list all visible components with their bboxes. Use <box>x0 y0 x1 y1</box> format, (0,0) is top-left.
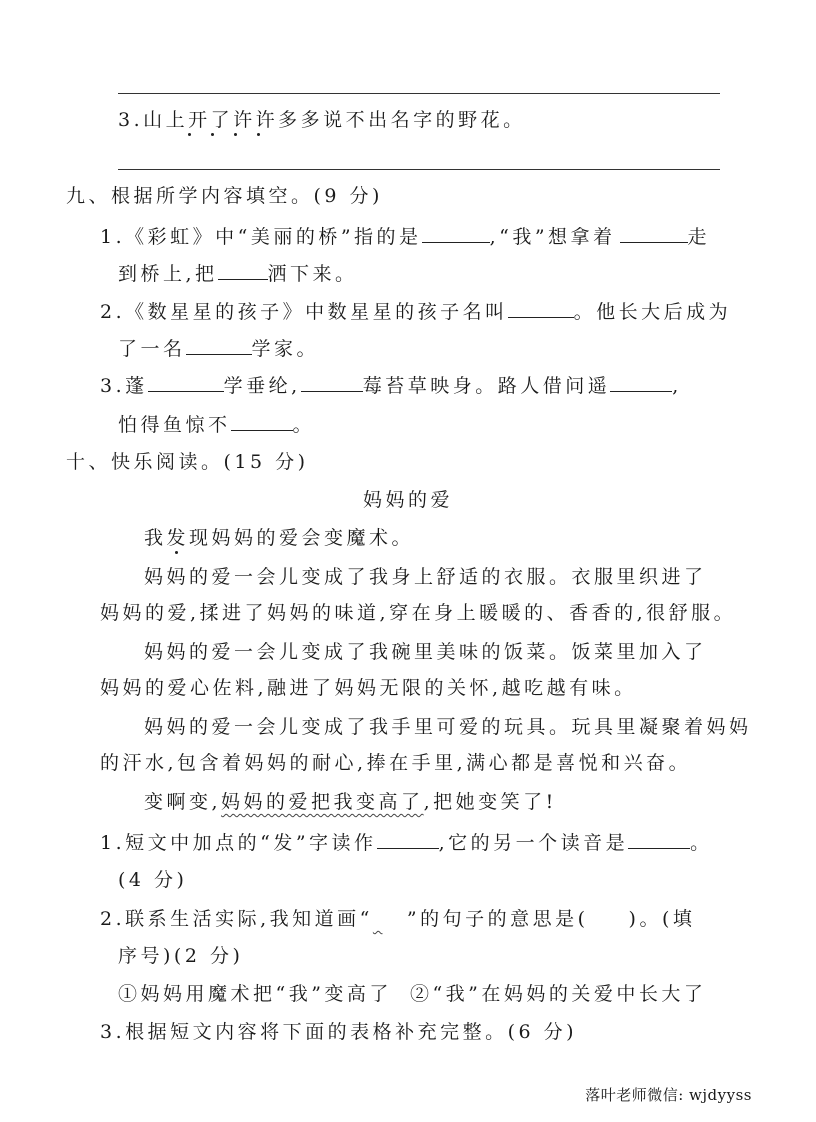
fill-blank[interactable] <box>628 830 690 849</box>
fill-blank[interactable] <box>218 261 268 280</box>
text: , <box>672 375 682 397</box>
q9-item2-cont <box>118 336 319 361</box>
q8-item3: 3.山上开了许许多多说不出名字的野花。 <box>118 109 526 131</box>
dotted-char: 发 <box>167 527 190 549</box>
text: )。(填 <box>628 908 696 930</box>
passage-p2-l1: 妈妈的爱一会儿变成了我身上舒适的衣服。衣服里织进了 <box>144 566 707 588</box>
text: 2.《数星星的孩子》中数星星的孩子名叫 <box>100 301 508 323</box>
answer-line[interactable] <box>118 93 720 94</box>
passage-p1 <box>144 526 414 550</box>
passage-title: 妈妈的爱 <box>362 489 453 511</box>
q9-item2 <box>100 299 731 324</box>
subq3: 3.根据短文内容将下面的表格补充完整。(6 分) <box>100 1021 578 1043</box>
q9-item1 <box>100 224 710 249</box>
text: 了一名 <box>118 338 186 360</box>
text: 学垂纶, <box>223 375 301 397</box>
text: 现妈妈的爱会变魔术。 <box>189 527 415 549</box>
answer-line[interactable] <box>118 169 720 170</box>
subq2-options <box>118 982 706 1006</box>
text: ,它的另一个读音是 <box>438 832 629 854</box>
text: ,把她变笑了! <box>423 791 557 813</box>
text: ,“我”想拿着 <box>489 226 616 248</box>
text: 。 <box>690 832 713 854</box>
text: 。 <box>292 414 316 436</box>
wavy-underlined-sentence: 妈妈的爱把我变高了 <box>221 791 424 813</box>
text: 洒下来。 <box>267 263 358 285</box>
fill-blank[interactable] <box>186 336 252 355</box>
passage-p2-l2: 妈妈的爱,揉进了妈妈的味道,穿在身上暖暖的、香香的,很舒服。 <box>100 602 737 624</box>
wavy-mark <box>373 907 407 931</box>
subq1-score: (4 分) <box>118 869 188 891</box>
q9-item3 <box>100 373 682 398</box>
text: ”的句子的意思是( <box>406 908 589 930</box>
fill-blank[interactable] <box>422 224 490 243</box>
subq2 <box>100 907 695 931</box>
text: 1.《彩虹》中“美丽的桥”指的是 <box>100 226 422 248</box>
fill-blank[interactable] <box>148 373 224 392</box>
q9-heading: 九、根据所学内容填空。(9 分) <box>66 185 383 207</box>
fill-blank[interactable] <box>620 224 688 243</box>
text: 怕得鱼惊不 <box>118 414 231 436</box>
text: 走 <box>687 226 711 248</box>
passage-p4-l2: 的汗水,包含着妈妈的耐心,捧在手里,满心都是喜悦和兴奋。 <box>100 752 692 774</box>
fill-blank[interactable] <box>508 299 574 318</box>
q9-item1-cont <box>118 261 358 286</box>
text: 莓苔草映身。路人借问遥 <box>362 375 611 397</box>
footer-watermark: 落叶老师微信: wjdyyss <box>585 1086 752 1104</box>
fill-blank[interactable] <box>610 373 672 392</box>
text: 我 <box>144 527 167 549</box>
q9-item3-cont <box>118 412 315 437</box>
text: 。他长大后成为 <box>573 301 732 323</box>
subq2-score: 序号)(2 分) <box>118 945 244 967</box>
q10-heading: 十、快乐阅读。(15 分) <box>66 451 309 473</box>
text: 变啊变, <box>144 791 222 813</box>
subq1 <box>100 830 713 855</box>
text: 2.联系生活实际,我知道画“ <box>100 908 373 930</box>
fill-blank[interactable] <box>377 830 439 849</box>
option-2: ②“我”在妈妈的关爱中长大了 <box>409 983 707 1005</box>
passage-p5 <box>144 790 557 814</box>
passage-p3-l2: 妈妈的爱心佐料,融进了妈妈无限的关怀,越吃越有味。 <box>100 677 637 699</box>
passage-p3-l1: 妈妈的爱一会儿变成了我碗里美味的饭菜。饭菜里加入了 <box>144 641 707 663</box>
text: 1.短文中加点的“发”字读作 <box>100 832 377 854</box>
text: 到桥上,把 <box>118 263 218 285</box>
passage-p4-l1: 妈妈的爱一会儿变成了我手里可爱的玩具。玩具里凝聚着妈妈 <box>144 716 752 738</box>
option-1: ①妈妈用魔术把“我”变高了 <box>118 983 392 1005</box>
text: 3.蓬 <box>100 375 148 397</box>
text: 学家。 <box>251 338 320 360</box>
fill-blank[interactable] <box>231 412 293 431</box>
fill-blank[interactable] <box>301 373 363 392</box>
